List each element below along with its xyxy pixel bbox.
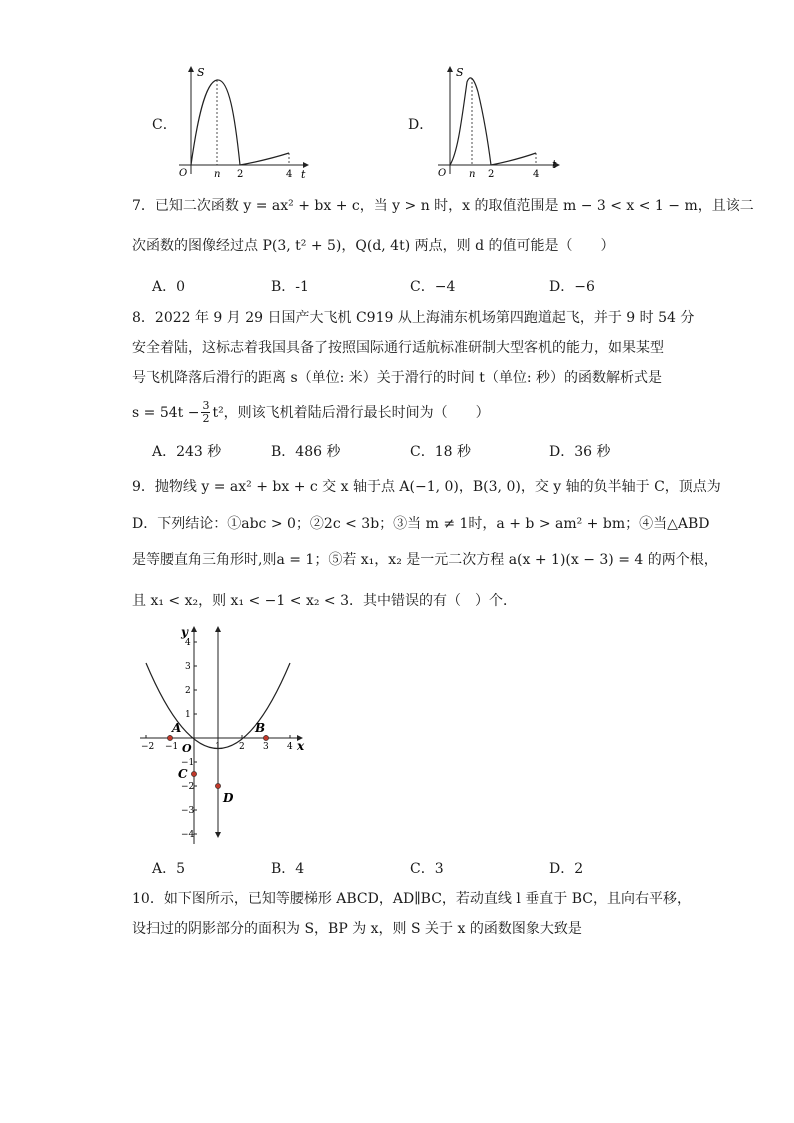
tick-2: 2 [237, 169, 244, 180]
q8-formula-left: s = 54t − [132, 404, 200, 421]
axis-x-label: x [297, 739, 305, 753]
q9-parabola-graph [135, 622, 310, 850]
point-b-label: B [255, 721, 266, 735]
q8-line-1: 8．2022 年 9 月 29 日国产大飞机 C919 从上海浦东机场第四跑道起飞，并于 9 时 54 分 [132, 310, 695, 326]
q7-option-c: C．−4 [410, 279, 456, 295]
q9-line-1: 9．抛物线 y = ax² + bx + c 交 x 轴于点 A(−1, 0)，B(3, 0)，交 y 轴的负半轴于 C，顶点为 [132, 479, 721, 495]
q8-option-a: A．243 秒 [152, 444, 222, 460]
y-tick-label: −3 [181, 806, 195, 816]
x-tick-label: 4 [287, 742, 293, 752]
y-tick-label: 3 [185, 662, 191, 672]
q8-line-2: 安全着陆，这标志着我国具备了按照国际通行适航标准研制大型客机的能力，如果某型 [132, 340, 664, 356]
fraction-numerator: 3 [202, 399, 210, 412]
q8-option-b: B．486 秒 [271, 444, 341, 460]
axis-y-label: y [181, 625, 188, 639]
q7-option-b: B．-1 [271, 279, 309, 295]
q7-option-d: D．−6 [549, 279, 595, 295]
axis-y-label: S [456, 66, 464, 79]
q7-line-2: 次函数的图像经过点 P(3, t² + 5)，Q(d, 4t) 两点，则 d 的值可能是（ ） [132, 238, 615, 254]
x-tick-label: −1 [165, 742, 179, 752]
q9-option-a: A．5 [152, 861, 186, 877]
option-d-graph [434, 62, 574, 180]
x-tick-label: 2 [239, 742, 245, 752]
tick-4: 4 [533, 169, 540, 180]
q8-line-4 [132, 400, 490, 425]
q8-formula-right: t²，则该飞机着陆后滑行最长时间为（ ） [212, 404, 490, 421]
q7-line-1: 7．已知二次函数 y = ax² + bx + c，当 y > n 时，x 的取值范围是 m − 3 < x < 1 − m，且该二 [132, 198, 754, 214]
origin-label: O [182, 742, 192, 755]
option-c-graph [175, 62, 315, 180]
axis-y-label: S [197, 66, 205, 79]
tick-n: n [469, 169, 476, 180]
option-d-label: D． [408, 117, 434, 133]
q9-line-3: 是等腰直角三角形时,则a = 1；⑤若 x₁，x₂ 是一元二次方程 a(x + 1)(x − 3) = 4 的两个根， [132, 552, 718, 568]
x-tick-label: 1 [215, 742, 221, 752]
q8-option-d: D．36 秒 [549, 444, 611, 460]
x-tick-label: −2 [141, 742, 155, 752]
q9-line-4: 且 x₁ < x₂，则 x₁ < −1 < x₂ < 3．其中错误的有（ ）个． [132, 593, 517, 609]
y-tick-label: −2 [181, 782, 195, 792]
tick-4: 4 [286, 169, 293, 180]
option-c-label: C． [152, 117, 177, 133]
fraction-denominator: 2 [202, 412, 210, 425]
axis-x-label: t [301, 168, 306, 180]
q7-option-a: A．0 [152, 279, 186, 295]
point-a-label: A [172, 721, 182, 735]
x-tick-label: 3 [263, 742, 269, 752]
tick-2: 2 [488, 169, 495, 180]
origin-label: O [438, 168, 447, 179]
q8-line-3: 号飞机降落后滑行的距离 s（单位: 米）关于滑行的时间 t（单位: 秒）的函数解析式是 [132, 370, 663, 386]
tick-n: n [214, 169, 221, 180]
q8-fraction [201, 400, 210, 425]
q8-option-c: C．18 秒 [410, 444, 471, 460]
y-tick-label: −4 [181, 830, 195, 840]
point-c-label: C [178, 767, 188, 781]
axis-x-label: t [552, 158, 557, 171]
q9-option-d: D．2 [549, 861, 584, 877]
q10-line-1: 10．如下图所示，已知等腰梯形 ABCD，AD∥BC，若动直线 l 垂直于 BC，且向右平移， [132, 891, 692, 907]
y-tick-label: 2 [185, 686, 191, 696]
y-tick-label: 1 [185, 710, 191, 720]
q9-option-b: B．4 [271, 861, 305, 877]
q10-line-2: 设扫过的阴影部分的面积为 S，BP 为 x，则 S 关于 x 的函数图象大致是 [132, 921, 582, 937]
y-tick-label: −1 [181, 758, 195, 768]
q9-option-c: C．3 [410, 861, 444, 877]
y-tick-label: 4 [185, 638, 191, 648]
point-d-label: D [223, 791, 234, 805]
q9-line-2: D．下列结论：①abc > 0；②2c < 3b；③当 m ≠ 1时，a + b > am² + bm；④当△ABD [132, 516, 710, 532]
origin-label: O [179, 168, 188, 179]
